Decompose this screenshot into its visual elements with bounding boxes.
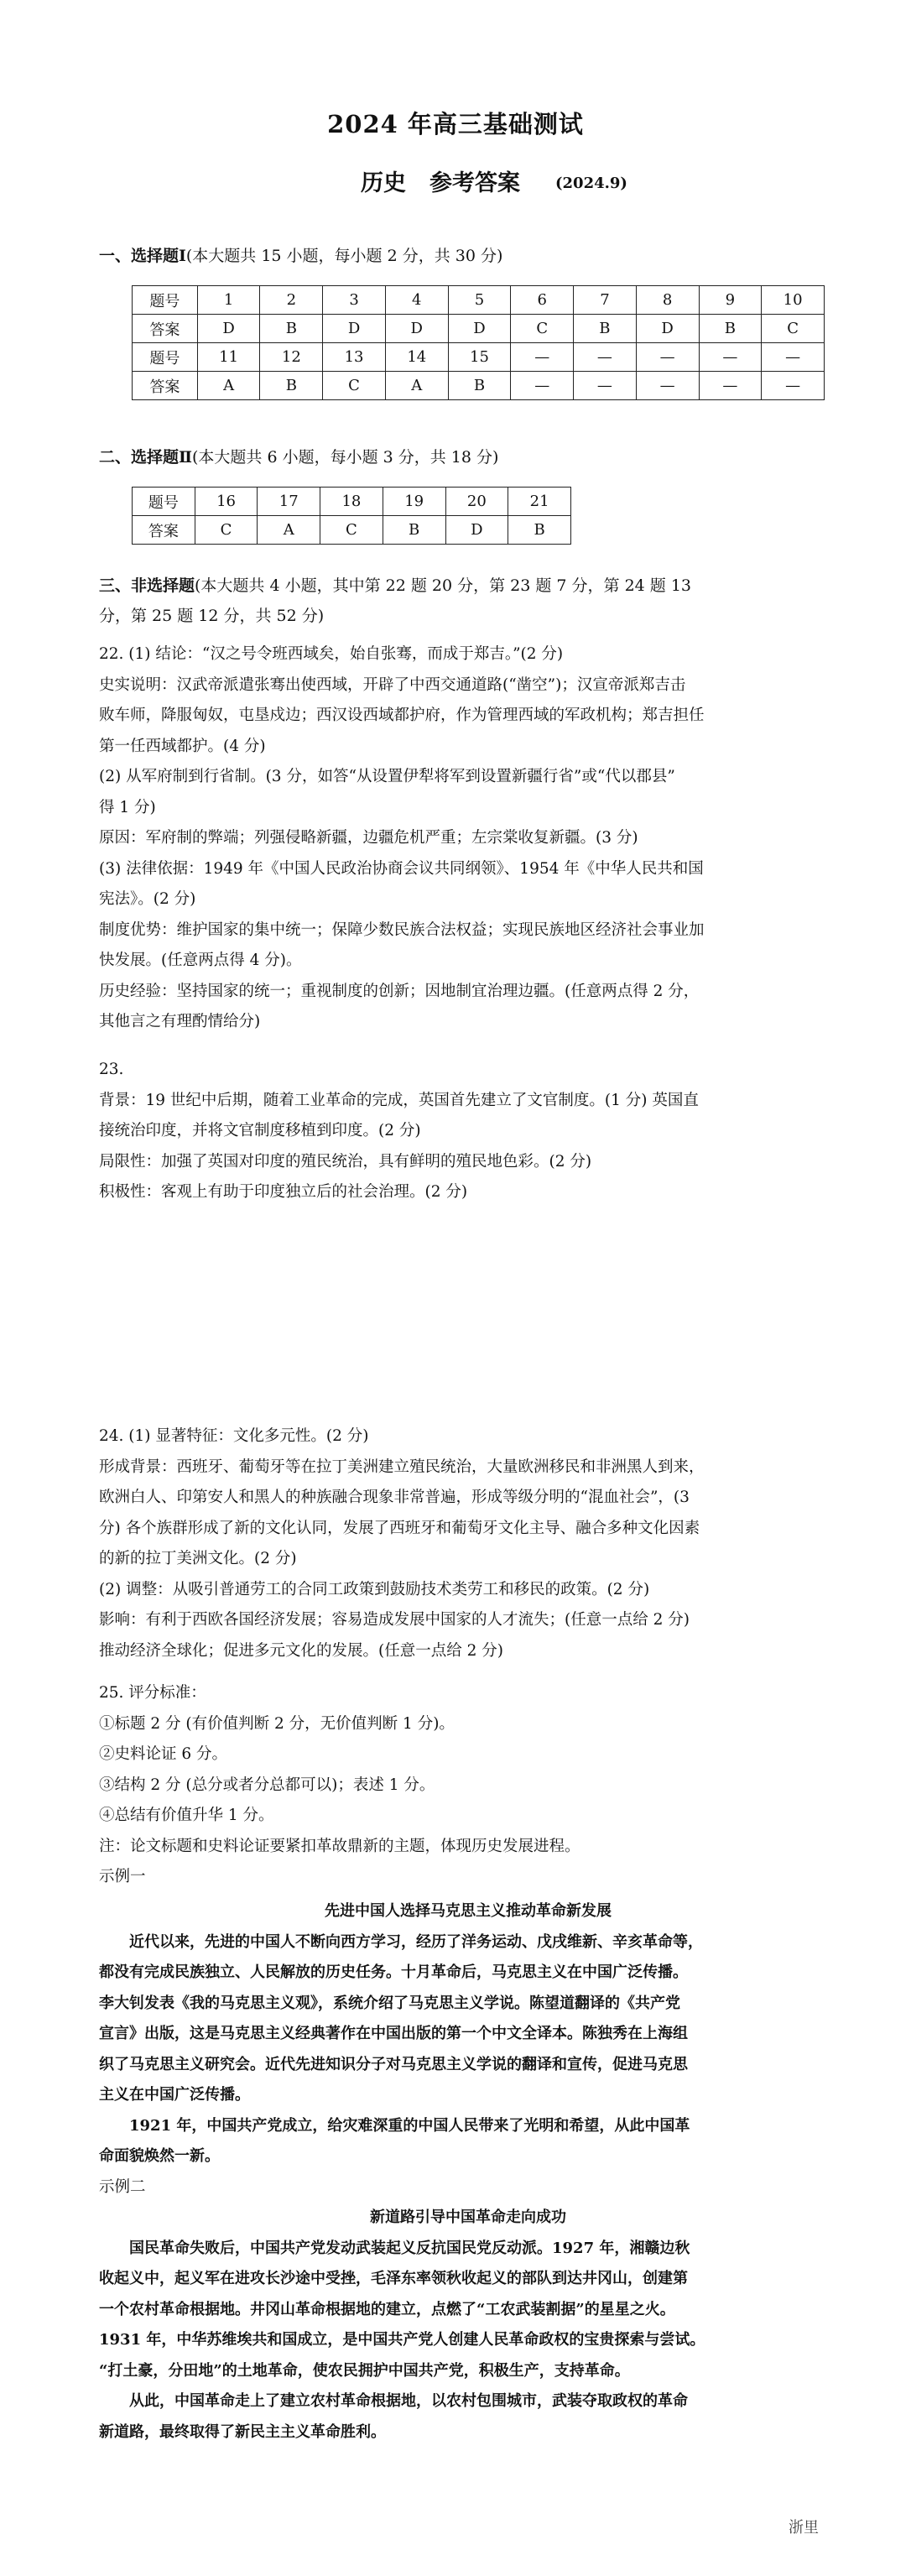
table-row [133,286,825,315]
table-cell: 19 [383,488,445,516]
text-line: ④总结有价值升华 1 分。 [99,1807,274,1824]
table-cell: A [197,372,260,400]
table-cell: — [511,343,574,372]
text-line: 制度优势：维护国家的集中统一；保障少数民族合法权益；实现民族地区经济社会事业加 [99,920,705,939]
text-line: 示例一 [99,1868,146,1885]
table-cell: C [762,315,825,343]
table-cell: B [448,372,511,400]
table-cell: — [636,343,699,372]
text-line: 25. 评分标准： [99,1684,206,1702]
text-line: 形成背景：西班牙、葡萄牙等在拉丁美洲建立殖民统治，大量欧洲移民和非洲黑人到来， [99,1457,705,1476]
table-row [133,488,571,516]
table-cell: 12 [260,343,323,372]
text-line: ②史料论证 6 分。 [99,1745,228,1763]
table-cell: 3 [323,286,386,315]
section2-answer-table [132,487,571,545]
example1-title: 先进中国人选择马克思主义推动革命新发展 [325,1902,612,1920]
text-line: 李大钊发表《我的马克思主义观》，系统介绍了马克思主义学说。陈望道翻译的《共产党 [99,1994,680,2012]
question-24 [99,1421,837,1666]
table-cell: 答案 [133,372,198,400]
text-line: 宪法》。(2 分) [99,890,196,908]
table-row [133,315,825,343]
text-line: 近代以来，先进的中国人不断向西方学习，经历了洋务运动、戊戌维新、辛亥革命等， [129,1932,703,1951]
question-23 [99,1055,837,1208]
table-cell: B [260,315,323,343]
text-line: 三、非选择题 [99,576,195,595]
table-cell: — [636,372,699,400]
table-cell: D [445,516,508,545]
table-row [133,516,571,545]
text-line: 23. [99,1061,124,1078]
text-line: 第一任西域都护。(4 分) [99,737,266,755]
text-line: (3) 法律依据：1949 年《中国人民政治协商会议共同纲领》、1954 年《中华人民共和国 [99,859,704,878]
text-line: 其他言之有理酌情给分) [99,1013,261,1030]
table-cell: 18 [320,488,383,516]
text-line: 宣言》出版，这是马克思主义经典著作在中国出版的第一个中文全译本。陈独秀在上海组 [99,2025,688,2042]
page-subtitle [361,164,627,197]
table-cell: C [323,372,386,400]
table-cell: — [762,372,825,400]
table-cell: — [511,372,574,400]
text-line: (本大题共 15 小题，每小题 2 分，共 30 分) [185,247,503,265]
table-cell: C [320,516,383,545]
table-cell: D [323,315,386,343]
text-line: 主义在中国广泛传播。 [99,2086,250,2104]
text-line: 注：论文标题和史料论证要紧扣革故鼎新的主题，体现历史发展进程。 [99,1837,580,1855]
section3-heading-cont: 分，第 25 题 12 分，共 52 分) [99,607,325,625]
text-line: 1931 年，中华苏维埃共和国成立，是中国共产党人创建人民革命政权的宝贵探索与尝试。 [99,2331,705,2349]
text-line: ①标题 2 分 (有价值判断 2 分，无价值判断 1 分)。 [99,1714,455,1733]
section2-heading [99,442,498,472]
text-line: 都没有完成民族独立、人民解放的历史任务。十月革命后，马克思主义在中国广泛传播。 [99,1963,688,1981]
table-cell: — [699,343,762,372]
table-cell: 题号 [133,286,198,315]
text-line: 欧洲白人、印第安人和黑人的种族融合现象非常普遍，形成等级分明的“混血社会”，(3 [99,1489,690,1506]
table-cell: — [762,343,825,372]
table-cell: D [197,315,260,343]
example-essay-1 [99,1896,837,2172]
text-line: (本大题共 6 小题，每小题 3 分，共 18 分) [192,448,499,467]
table-cell: 题号 [133,488,195,516]
text-line: 一个农村革命根据地。井冈山革命根据地的建立，点燃了“工农武装割据”的星星之火。 [99,2300,675,2318]
text-line: 收起义中，起义军在进攻长沙途中受挫，毛泽东率领秋收起义的部队到达井冈山，创建第 [99,2270,688,2287]
table-cell: B [260,372,323,400]
table-cell: 10 [762,286,825,315]
text-line: 22. (1) 结论：“汉之号令班西域矣，始自张骞，而成于郑吉。”(2 分) [99,645,564,663]
text-line: “打土豪，分田地”的土地革命，使农民拥护中国共产党，积极生产，支持革命。 [99,2361,630,2380]
table-cell: 13 [323,343,386,372]
text-line: 新道路，最终取得了新民主主义革命胜利。 [99,2422,386,2441]
table-cell: 20 [445,488,508,516]
table-cell: 2 [260,286,323,315]
text-line: 1921 年，中国共产党成立，给灾难深重的中国人民带来了光明和希望，从此中国革 [129,2116,690,2135]
text-line: 影响：有利于西欧各国经济发展；容易造成发展中国家的人才流失；(任意一点给 2 分) [99,1611,690,1629]
table-cell: D [385,315,448,343]
table-cell: 8 [636,286,699,315]
text-line: 一、选择题Ⅰ [99,247,186,265]
table-cell: — [574,372,637,400]
example2-title: 新道路引导中国革命走向成功 [370,2208,566,2226]
table-cell: 21 [508,488,571,516]
text-line: (本大题共 4 小题，其中第 22 题 20 分，第 23 题 7 分，第 24 题 13 [195,576,692,595]
table-cell: 15 [448,343,511,372]
table-cell: 11 [197,343,260,372]
text-line: ③结构 2 分 (总分或者分总都可以)；表述 1 分。 [99,1776,435,1794]
text-line: 历史经验：坚持国家的统一；重视制度的创新；因地制宜治理边疆。(任意两点得 2 分， [99,982,700,1000]
table-cell: C [195,516,258,545]
text-line: 接统治印度，并将文官制度移植到印度。(2 分) [99,1122,421,1139]
text-line: 积极性：客观上有助于印度独立后的社会治理。(2 分) [99,1183,468,1201]
text-line: 二、选择题Ⅱ [99,448,193,467]
text-line: 局限性：加强了英国对印度的殖民统治，具有鲜明的殖民地色彩。(2 分) [99,1152,592,1171]
text-line: 国民革命失败后，中国共产党发动武装起义反抗国民党反动派。1927 年，湘赣边秋 [129,2239,690,2257]
table-cell: 答案 [133,516,195,545]
table-cell: A [258,516,320,545]
text-line: 快发展。(任意两点得 4 分)。 [99,952,302,969]
table-cell: 9 [699,286,762,315]
table-cell: B [699,315,762,343]
text-line: 从此，中国革命走上了建立农村革命根据地，以农村包围城市，武装夺取政权的革命 [129,2392,688,2410]
table-row [133,343,825,372]
table-cell: — [699,372,762,400]
text-line: 的新的拉丁美洲文化。(2 分) [99,1550,297,1567]
question-25 [99,1678,837,1893]
table-cell: D [448,315,511,343]
table-cell: 答案 [133,315,198,343]
table-cell: B [574,315,637,343]
answer-label: 参考答案 [429,170,520,196]
table-cell: B [383,516,445,545]
table-cell: 5 [448,286,511,315]
test-date: (2024.9) [555,175,627,192]
table-cell: 14 [385,343,448,372]
text-line: 命面貌焕然一新。 [99,2147,220,2165]
text-line: 织了马克思主义研究会。近代先进知识分子对马克思主义学说的翻译和宣传，促进马克思 [99,2055,688,2073]
table-cell: 7 [574,286,637,315]
text-line: 24. (1) 显著特征：文化多元性。(2 分) [99,1427,369,1445]
text-line: 分) 各个族群形成了新的文化认同，发展了西班牙和葡萄牙文化主导、融合多种文化因素 [99,1519,700,1537]
table-cell: D [636,315,699,343]
table-cell: 6 [511,286,574,315]
text-line: 败车师，降服匈奴，屯垦戍边；西汉设西域都护府，作为管理西域的军政机构；郑吉担任 [99,707,705,724]
table-row [133,372,825,400]
example-essay-2 [99,2203,837,2448]
section3-heading [99,571,691,601]
table-cell: 16 [195,488,258,516]
text-line: (2) 调整：从吸引普通劳工的合同工政策到鼓励技术类劳工和移民的政策。(2 分) [99,1580,650,1598]
footer-watermark: 浙里 [789,2519,819,2537]
subject-label: 历史 [361,170,406,196]
section1-heading [99,241,502,271]
table-cell: B [508,516,571,545]
text-line: 推动经济全球化；促进多元文化的发展。(任意一点给 2 分) [99,1641,503,1660]
example2-label: 示例二 [99,2178,146,2196]
text-line: 得 1 分) [99,798,156,816]
table-cell: 4 [385,286,448,315]
table-cell: 题号 [133,343,198,372]
section1-answer-table [132,285,825,400]
text-line: 史实说明：汉武帝派遣张骞出使西域，开辟了中西交通道路(“凿空”)；汉宣帝派郑吉击 [99,675,686,694]
text-line: (2) 从军府制到行省制。(3 分，如答“从设置伊犁将军到设置新疆行省”或“代以郡县” [99,768,675,785]
text-line: 原因：军府制的弊端；列强侵略新疆，边疆危机严重；左宗棠收复新疆。(3 分) [99,829,638,847]
table-cell: 1 [197,286,260,315]
table-cell: C [511,315,574,343]
table-cell: A [385,372,448,400]
page-title: 2024 年高三基础测试 [327,110,584,138]
question-22 [99,639,837,1038]
table-cell: — [574,343,637,372]
text-line: 背景：19 世纪中后期，随着工业革命的完成，英国首先建立了文官制度。(1 分) 英国直 [99,1091,699,1109]
table-cell: 17 [258,488,320,516]
